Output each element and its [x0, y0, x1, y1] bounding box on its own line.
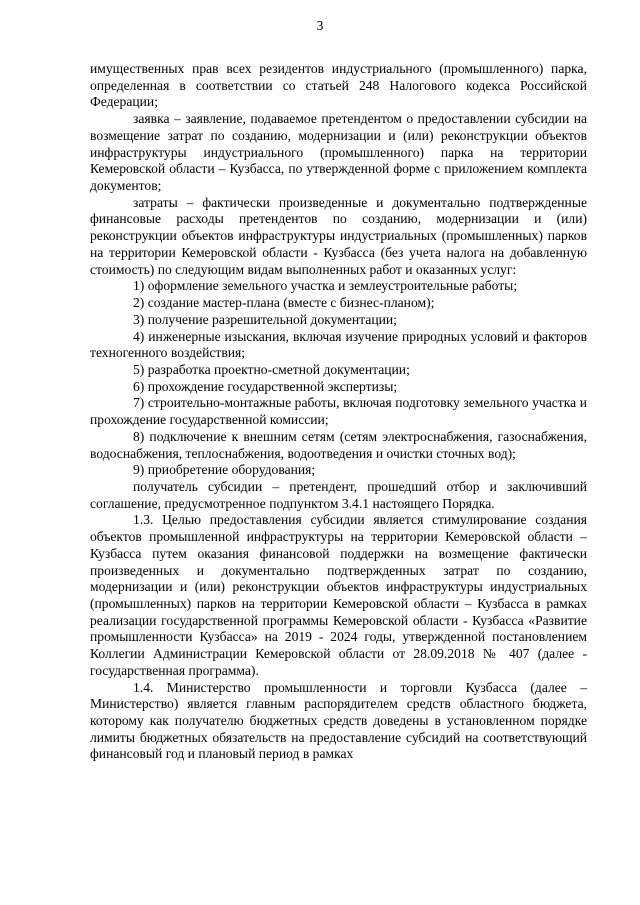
paragraph: получатель субсидии – претендент, прошедший отбор и заключивший соглашение, предусмотренное подпунктом 3.4.1 настоящего Порядка.: [90, 478, 587, 511]
page-number: 3: [316, 18, 324, 33]
paragraph: 1.4. Министерство промышленности и торговли Кузбасса (далее – Министерство) является главным распорядителем средств областного бюджета, которому как получателю бюджетных средств доведены в установленном порядке лимиты бюджетных обязательств на предоставление субсидий на соответствующий финансовый год и плановый период в рамках: [90, 679, 587, 762]
paragraph: имущественных прав всех резидентов индустриального (промышленного) парка, определенная в соответствии со статьей 248 Налогового кодекса Российской Федерации;: [90, 61, 587, 110]
paragraph: затраты – фактически произведенные и документально подтвержденные финансовые расходы претендентов по созданию, модернизации и (или) реконструкции объектов инфраструктуры индустриальных (промышленных) парков на территории Кемеровской области - Кузбасса (без учета налога на добавленную стоимость) по следующим видам выполненных работ и оказанных услуг:: [90, 194, 587, 277]
list-item: 2) создание мастер-плана (вместе с бизнес-планом);: [133, 295, 435, 311]
document-body: [90, 61, 587, 763]
list-item: 6) прохождение государственной экспертизы;: [133, 378, 398, 394]
list-item: 5) разработка проектно-сметной документации;: [133, 361, 410, 377]
paragraph: 1.3. Целью предоставления субсидии является стимулирование создания объектов промышленной инфраструктуры на территории Кемеровской области – Кузбасса путем оказания финансовой поддержки на возмещение фактически произведенных и документально подтвержденных затрат по созданию, модернизации и (или) реконструкции объектов инфраструктуры индустриальных (промышленных) парков на территории Кемеровской области – Кузбасса в рамках реализации государственной программы Кемеровской области - Кузбасса «Развитие промышленности Кузбасса» на 2019 - 2024 годы, утвержденной постановлением Коллегии Администрации Кемеровской области от 28.09.2018 № 407 (далее - государственная программа).: [90, 512, 587, 678]
list-item: 7) строительно-монтажные работы, включая подготовку земельного участка и прохождение государственной комиссии;: [90, 395, 587, 428]
list-item: 9) приобретение оборудования;: [133, 462, 316, 478]
list-item: 4) инженерные изыскания, включая изучение природных условий и факторов техногенного воздействия;: [90, 328, 587, 361]
paragraph: заявка – заявление, подаваемое претендентом о предоставлении субсидии на возмещение затрат по созданию, модернизации и (или) реконструкции объектов инфраструктуры индустриального (промышленного) парка на территории Кемеровской области – Кузбасса, по утвержденной форме с приложением комплекта документов;: [90, 111, 587, 194]
list-item: 8) подключение к внешним сетям (сетям электроснабжения, газоснабжения, водоснабжения, теплоснабжения, водоотведения и очистки сточных вод);: [90, 428, 587, 461]
list-item: 3) получение разрешительной документации;: [133, 311, 397, 327]
list-item: 1) оформление земельного участка и землеустроительные работы;: [133, 278, 518, 294]
